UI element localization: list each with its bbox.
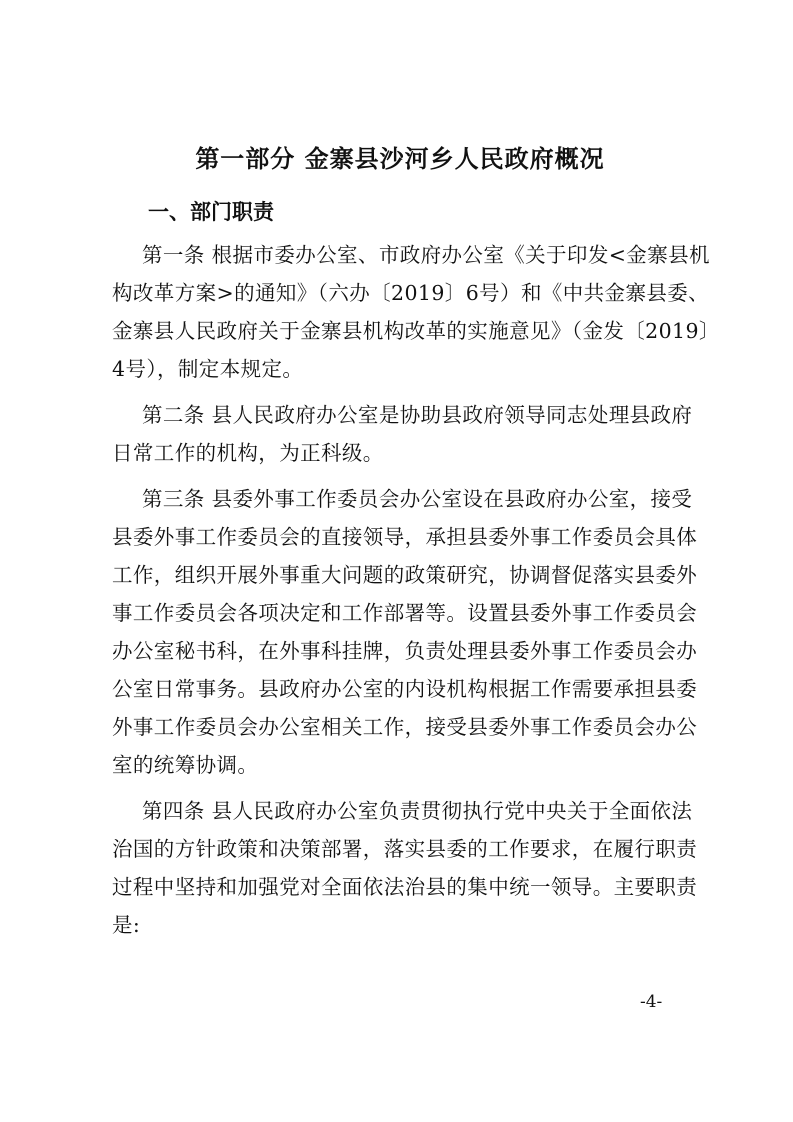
text-line: 构改革方案>的通知》（六办〔2019〕6号）和《中共金寨县委、 bbox=[112, 281, 710, 305]
text-line: 日常工作的机构，为正科级。 bbox=[112, 441, 384, 465]
paragraph-article-4 bbox=[112, 792, 702, 944]
paragraph-article-2 bbox=[112, 396, 702, 472]
text-line: 治国的方针政策和决策部署，落实县委的工作要求，在履行职责 bbox=[112, 837, 698, 861]
page-title: 第一部分 金寨县沙河乡人民政府概况 bbox=[195, 145, 605, 173]
paragraph-article-3 bbox=[112, 480, 702, 784]
text-line: 第二条 县人民政府办公室是协助县政府领导同志处理县政府 bbox=[142, 403, 693, 427]
text-line: 办公室秘书科，在外事科挂牌，负责处理县委外事工作委员会办 bbox=[112, 639, 698, 663]
text-line: 第三条 县委外事工作委员会办公室设在县政府办公室，接受 bbox=[142, 487, 693, 511]
paragraph-article-1 bbox=[112, 236, 720, 388]
text-line: 4号），制定本规定。 bbox=[112, 357, 304, 381]
text-line: 公室日常事务。县政府办公室的内设机构根据工作需要承担县委 bbox=[112, 677, 698, 701]
text-line: 第一条 根据市委办公室、市政府办公室《关于印发<金寨县机 bbox=[142, 243, 710, 267]
text-line: 外事工作委员会办公室相关工作，接受县委外事工作委员会办公 bbox=[112, 715, 698, 739]
text-line: 事工作委员会各项决定和工作部署等。设置县委外事工作委员会 bbox=[112, 601, 698, 625]
text-line: 室的统筹协调。 bbox=[112, 753, 259, 777]
text-line: 过程中坚持和加强党对全面依法治县的集中统一领导。主要职责 bbox=[112, 875, 698, 899]
text-line: 工作，组织开展外事重大问题的政策研究，协调督促落实县委外 bbox=[112, 563, 698, 587]
text-line: 是: bbox=[112, 913, 141, 937]
text-line: 金寨县人民政府关于金寨县机构改革的实施意见》（金发〔2019〕 bbox=[112, 319, 720, 343]
page-number: -4- bbox=[640, 992, 663, 1012]
text-line: 第四条 县人民政府办公室负责贯彻执行党中央关于全面依法 bbox=[142, 799, 693, 823]
section-heading: 一、部门职责 bbox=[148, 200, 274, 224]
body-text bbox=[112, 236, 720, 952]
text-line: 县委外事工作委员会的直接领导，承担县委外事工作委员会具体 bbox=[112, 525, 698, 549]
